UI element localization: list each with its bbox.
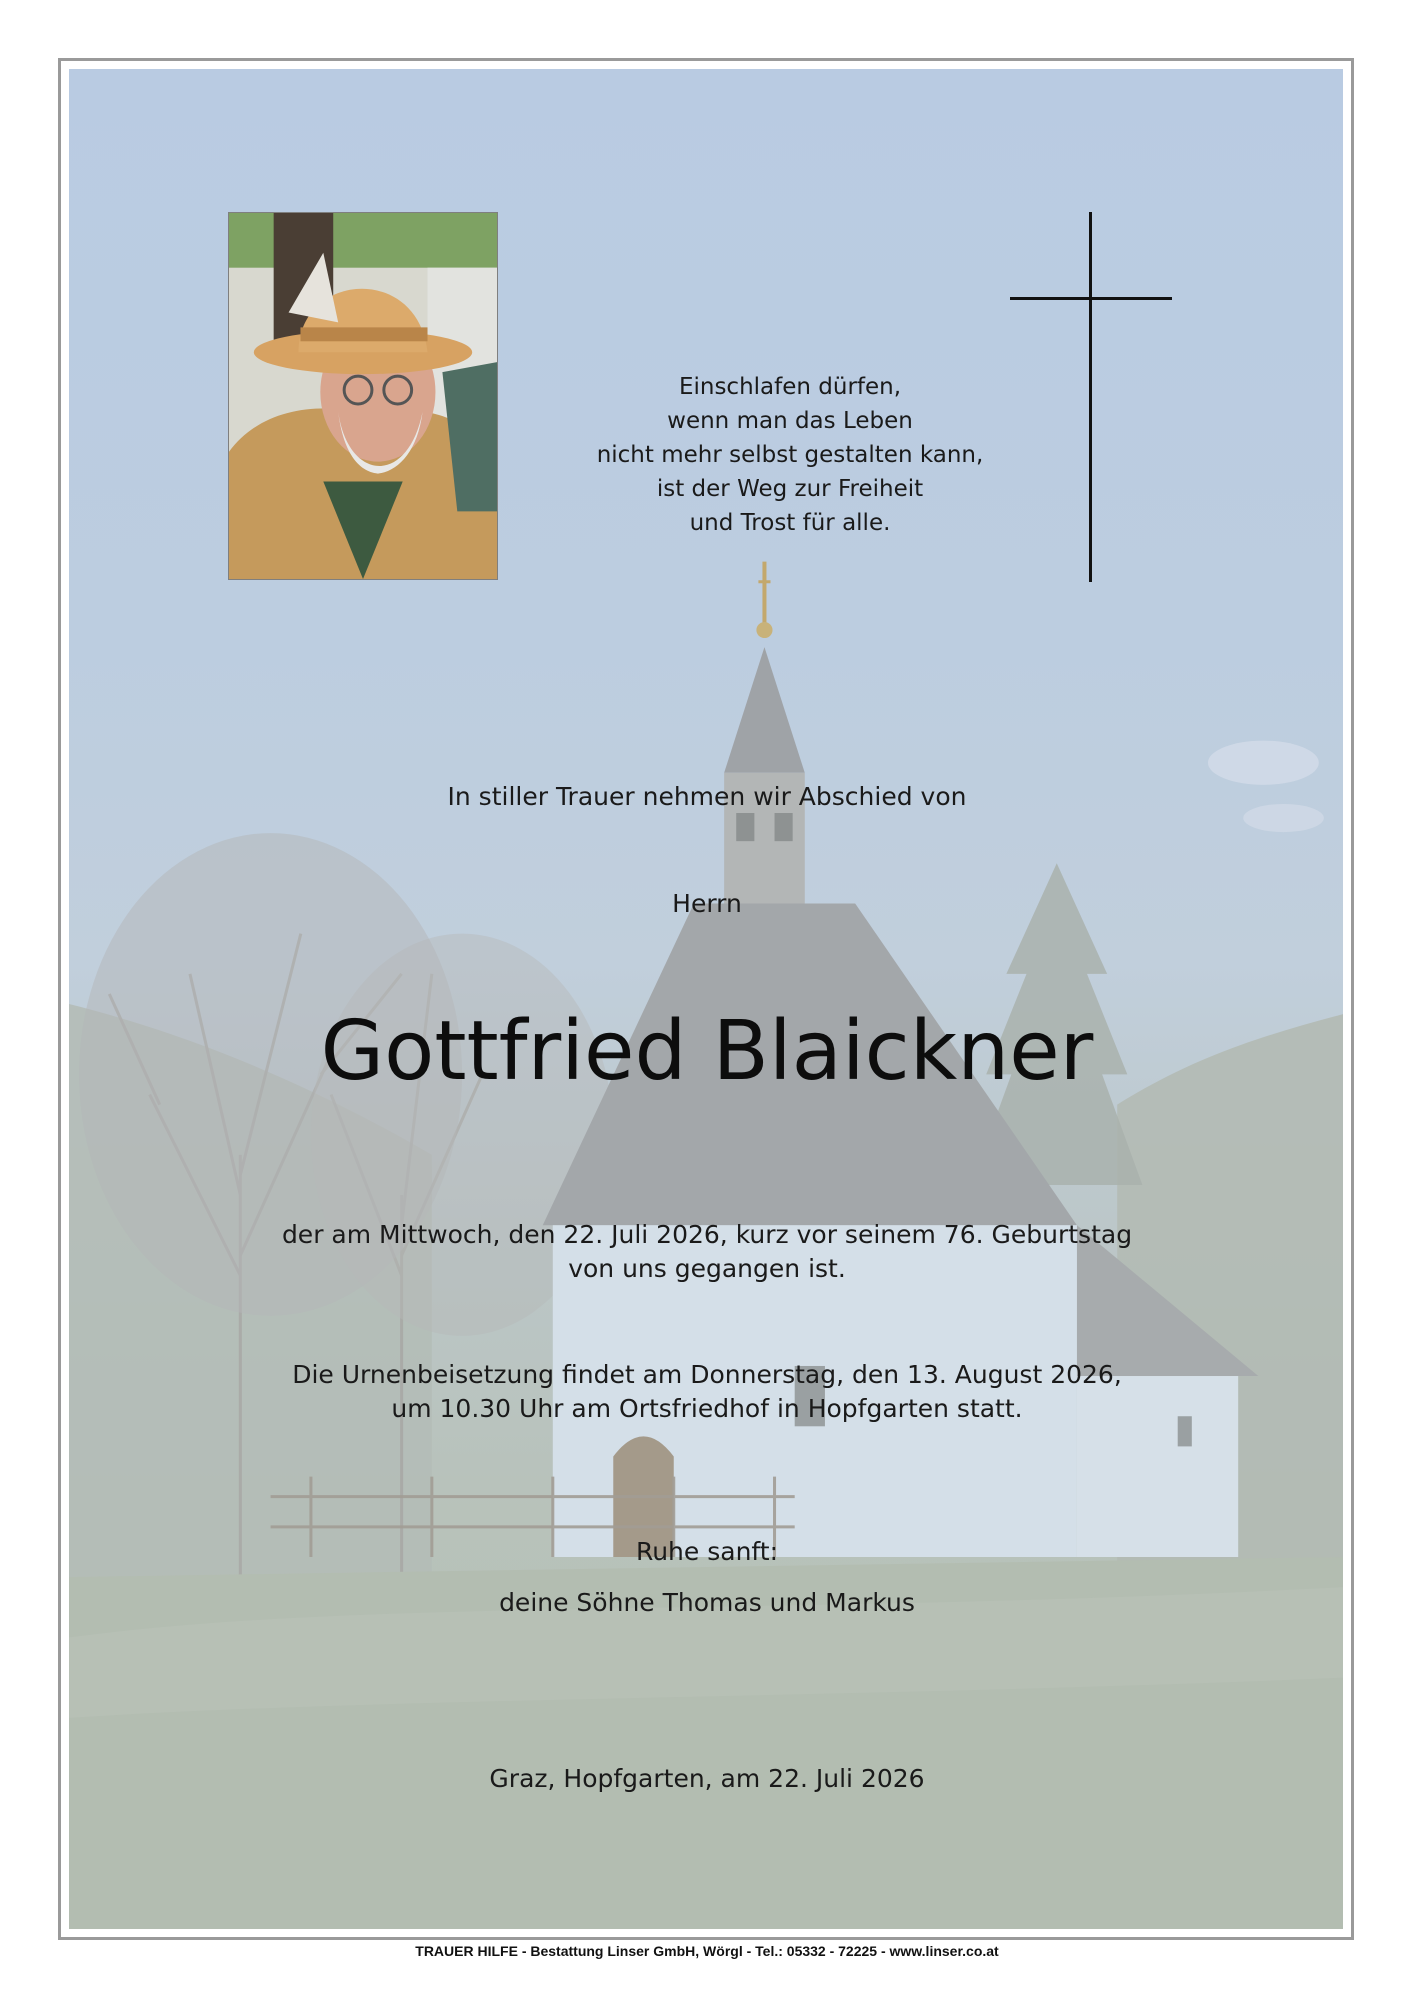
footer-funeral-home: TRAUER HILFE - Bestattung Linser GmbH, Wörgl - Tel.: 05332 - 72225 - www.linser.co.at [415, 1943, 999, 1959]
memorial-verse [540, 370, 1040, 540]
portrait-image [229, 213, 497, 579]
salutation: Herrn [672, 889, 742, 918]
rest-text: Ruhe sanft: [635, 1537, 779, 1566]
mourners-text: deine Söhne Thomas und Markus [499, 1588, 915, 1617]
verse-line: wenn man das Leben [667, 408, 913, 434]
verse-line: nicht mehr selbst gestalten kann, [596, 442, 984, 468]
deceased-name: Gottfried Blaickner [320, 1004, 1094, 1099]
intro-text: In stiller Trauer nehmen wir Abschied von [447, 782, 967, 811]
verse-line: und Trost für alle. [689, 510, 891, 536]
funeral-text-line: um 10.30 Uhr am Ortsfriedhof in Hopfgarten statt. [391, 1394, 1023, 1423]
portrait-photo [228, 212, 498, 580]
verse-line: Einschlafen dürfen, [678, 374, 902, 400]
death-text-line: der am Mittwoch, den 22. Juli 2026, kurz vor seinem 76. Geburtstag [281, 1220, 1133, 1249]
cross-icon-vertical [1089, 212, 1092, 582]
funeral-text-line: Die Urnenbeisetzung findet am Donnerstag, den 13. August 2026, [292, 1360, 1122, 1389]
verse-line: ist der Weg zur Freiheit [656, 476, 924, 502]
cross-icon-horizontal [1010, 297, 1172, 300]
place-date: Graz, Hopfgarten, am 22. Juli 2026 [489, 1764, 925, 1793]
death-text-line: von uns gegangen ist. [568, 1254, 846, 1283]
